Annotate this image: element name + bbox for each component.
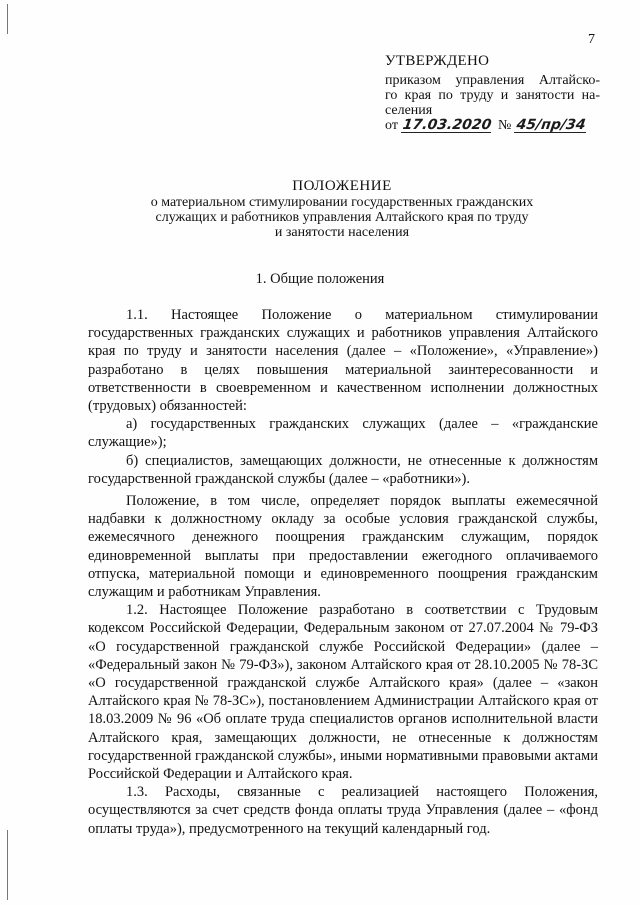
page-number: 7: [588, 32, 595, 47]
document-subtitle-line: о материальном стимулировании государственных гражданских: [150, 195, 534, 210]
handwritten-order-number: 45/пр/34: [515, 117, 587, 133]
list-item-a: а) государственных гражданских служащих (далее – «гражданские служащие»);: [88, 416, 598, 451]
number-sign: №: [497, 118, 512, 133]
document-title: ПОЛОЖЕНИЕ: [292, 178, 392, 194]
approval-stamp-title: УТВЕРЖДЕНО: [385, 53, 490, 69]
document-title-block: [110, 179, 574, 240]
paragraph-scope: Положение, в том числе, определяет порядок выплаты ежемесячной надбавки к должностному окладу за особые условия гражданской службы, ежемесячного денежного поощрения гражданским служащим, порядок единовременной выплаты при предоставлении ежегодного оплачиваемого отпуска, материальной помощи и единовременного поощрения гражданским служащим и работникам Управления.: [88, 493, 598, 601]
paragraph-1-3: 1.3. Расходы, связанные с реализацией настоящего Положения, осуществляются за счет средств фонда оплаты труда Управления (далее – «фонд оплаты труда»), предусмотренного на текущий календарный год.: [88, 784, 598, 837]
section-heading: 1. Общие положения: [255, 271, 385, 287]
scan-margin-mark: [7, 4, 8, 34]
scan-margin-mark: [7, 830, 8, 900]
approval-line: приказом управления Алтайско-: [385, 73, 600, 88]
paragraph-1-2: 1.2. Настоящее Положение разработано в соответствии с Трудовым кодексом Российской Федерации, Федеральным законом от 27.07.2004 № 79-ФЗ «О государственной гражданской службе Российской Федерации» (далее – «Федеральный закон № 79-ФЗ»), законом Алтайского края от 28.10.2005 № 78-ЗС «О государственной гражданской службе Алтайского края» (далее – «закон Алтайского края № 78-ЗС»), постановлением Администрации Алтайского края от 18.03.2009 № 96 «Об оплате труда специалистов органов исполнительной власти Алтайского края, замещающих должности, не отнесенные к должностям государственной гражданской службы», иными нормативными правовыми актами Российской Федерации и Алтайского края.: [88, 602, 598, 783]
approval-stamp-block: [385, 54, 600, 133]
handwritten-date: 17.03.2020: [401, 117, 493, 133]
approval-line: го края по труду и занятости на-: [385, 88, 600, 103]
document-subtitle-line: служащих и работников управления Алтайского края по труду: [155, 210, 529, 225]
list-item-b: б) специалистов, замещающих должности, не отнесенные к должностям государственной гражданской службы (далее – «работники»).: [88, 452, 598, 487]
approval-order-row: [385, 118, 600, 133]
date-prefix: от: [385, 118, 398, 133]
document-subtitle-line: и занятости населения: [274, 225, 410, 240]
paragraph-1-1: 1.1. Настоящее Положение о материальном стимулировании государственных гражданских служащих и работников управления Алтайского края по труду и занятости населения (далее – «Положение», «Управление») разработано в целях повышения материальной заинтересованности и ответственности в своевременном и качественном исполнении должностных (трудовых) обязанностей:: [88, 307, 598, 415]
approval-line: селения: [385, 103, 433, 118]
document-body: [88, 306, 598, 838]
